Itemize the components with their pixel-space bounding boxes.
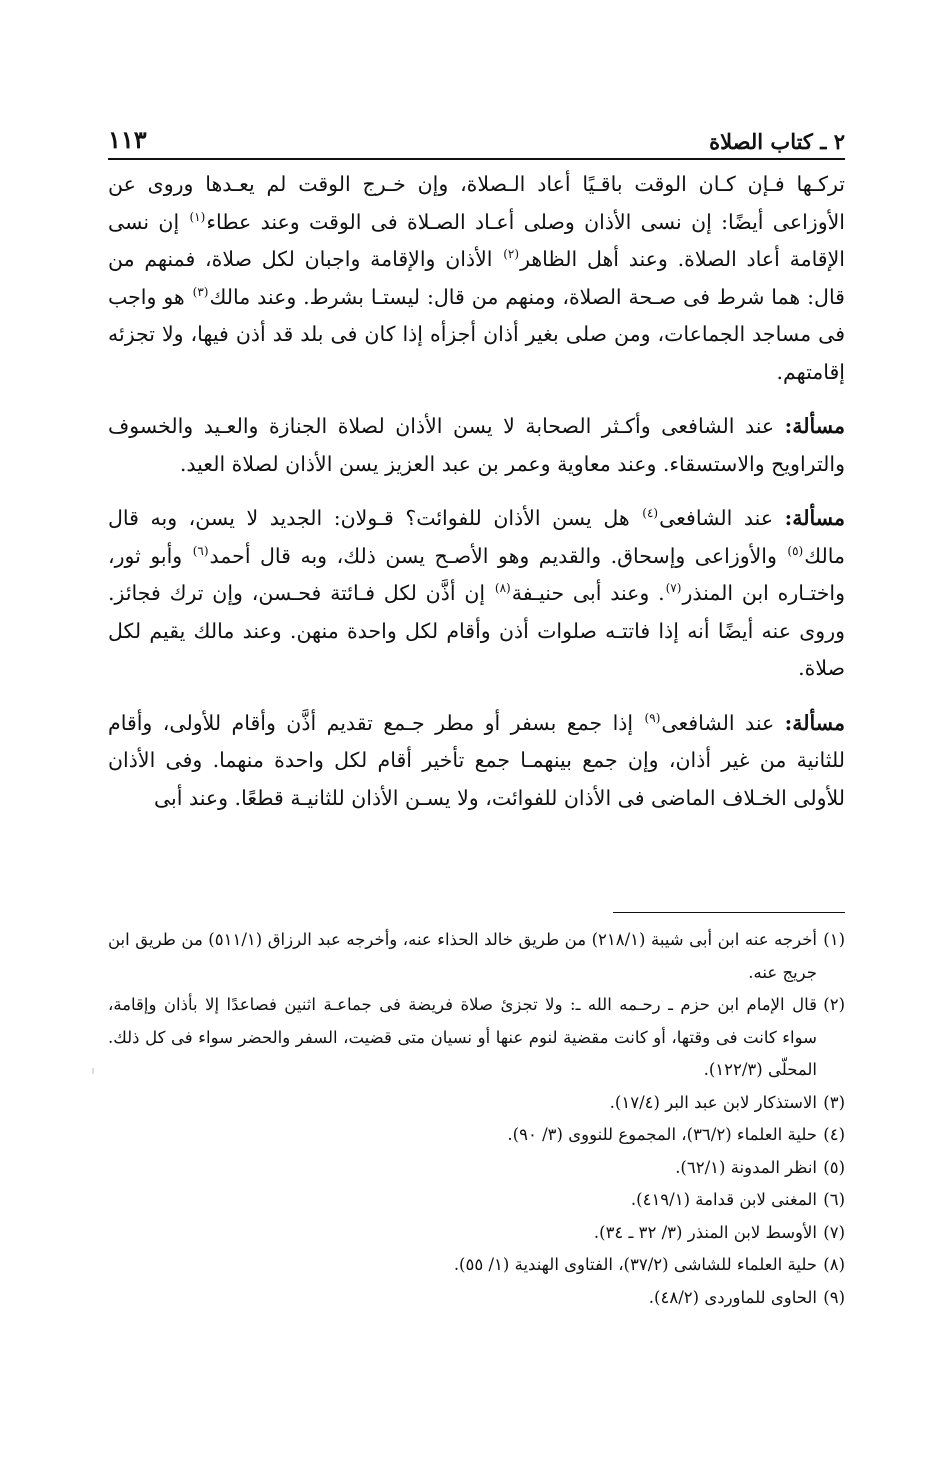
text-run: تركـها فـإن كـان الوقت باقـيًا أعاد الـصلاة، وإن خـرج الوقت لم يعـدها وروى عن الأوزاعى أيضًا: إن نسى الأذان وصلى أعـاد الصـلاة فى الوقت وعند عطاء <box>108 172 845 234</box>
text-run: إن نسى الإقامة أعاد الصلاة. وعند أهل الظاهر <box>108 209 845 271</box>
footnote-item <box>108 1249 845 1282</box>
footnote-number: (٩) <box>823 1287 845 1307</box>
text-run: عند الشافعى وأكـثر الصحابة لا يسن الأذان لصلاة الجنازة والعـيد والخسوف والتراويح والاستسقاء. وعند معاوية وعمر بن عبد العزيز يسن الأذان لصلاة العيد. <box>108 414 845 476</box>
issue-label: مسألة: <box>784 506 845 530</box>
footnote-number: (٢) <box>823 995 845 1014</box>
footnote-text: انظر المدونة (٦٢/١). <box>675 1157 817 1177</box>
paragraph-3 <box>108 500 845 688</box>
text-run: وأبو ثور، واختـاره ابن المنذر <box>108 543 846 605</box>
page-header <box>108 112 845 154</box>
footnote-number: (٨) <box>823 1255 845 1274</box>
paragraph-1 <box>108 166 845 391</box>
footnote-ref: (٢) <box>503 247 520 262</box>
footnote-item <box>108 1152 845 1185</box>
footnote-number: (٣) <box>823 1092 845 1112</box>
footnote-ref: (٦) <box>192 543 209 558</box>
footnote-number: (٦) <box>823 1190 845 1209</box>
footnote-text: قال الإمام ابن حزم ـ رحـمه الله ـ: ولا تجزئ صلاة فريضة فى جماعـة اثنين فصاعدًا إلا بأذان وإقامة، سواء كانت فى وقتها، أو كانت مقضية لنوم عنها أو نسيان متى قضيت، السفر والحضر سواء فى كل ذلك. المحلّى (١٢٢/٣). <box>108 995 817 1079</box>
issue-label: مسألة: <box>784 414 845 438</box>
footnote-ref: (١) <box>189 209 206 224</box>
footnote-text: الأوسط لابن المنذر (٣/ ٣٢ ـ ٣٤). <box>593 1222 817 1242</box>
footnote-number: (٤) <box>823 1125 845 1144</box>
footnote-number: (١) <box>823 930 845 949</box>
page-number: ١١٣ <box>108 125 147 154</box>
running-title: ٢ ـ كتاب الصلاة <box>709 129 845 154</box>
main-text <box>108 166 845 834</box>
text-run: والأوزاعى وإسحاق. والقديم وهو الأصـح يسن ذلك، وبه قال أحمد <box>209 543 787 568</box>
scan-speck <box>92 1068 94 1074</box>
text-run: الأذان والإقامة واجبان لكل صلاة، فمنهم من قال: هما شرط فى صـحة الصلاة، ومنهم من قال: ليستـا بشرط. وعند مالك <box>108 247 845 309</box>
text-run: إذا جمع بسفر أو مطر جـمع تقديم أذَّن وأقام للأولى، وأقام للثانية من غير أذان، وإن جمع بينهمـا جمع تأخير أقام لكل واحدة منهما. وفى الأذان للأولى الخـلاف الماضى فى الأذان للفوائت، ولا يسـن الأذان للثانيـة قطعًا. وعند أبى <box>108 710 845 810</box>
footnote-item <box>108 1217 845 1250</box>
footnote-item <box>108 1119 845 1152</box>
footnote-number: (٥) <box>823 1157 845 1177</box>
footnote-text: حلية العلماء (٣٦/٢)، المجموع للنووى (٣/ ٩٠). <box>507 1125 817 1144</box>
footnote-text: الاستذكار لابن عبد البر (١٧/٤). <box>609 1092 817 1112</box>
text-run: إن أذَّن لكل فـائتة فحـسن، وإن ترك فجائز. وروى عنه أيضًا أنه إذا فاتتـه صلوات أذن وأقام لكل واحدة منهن. وعند مالك يقيم لكل صلاة. <box>108 581 845 680</box>
footnote-ref: (٧) <box>665 581 682 596</box>
footnote-text: أخرجه عنه ابن أبى شيبة (٢١٨/١) من طريق خالد الحذاء عنه، وأخرجه عبد الرزاق (٥١١/١) من طريق ابن جريج عنه. <box>108 930 818 982</box>
text-run: هو واجب فى مساجد الجماعات، ومن صلى بغير أذان أجزأه إذا كان فى بلد قد أذن فيها، ولا تجزئه إقامتهم. <box>108 284 845 384</box>
paragraph-2 <box>108 408 845 483</box>
footnote-separator <box>613 912 845 913</box>
text-run: . وعند أبى حنيـفة <box>511 581 665 605</box>
paragraph-4 <box>108 705 845 818</box>
issue-label: مسألة: <box>784 710 845 735</box>
footnote-item <box>108 1282 845 1315</box>
footnote-text: الحاوى للماوردى (٤٨/٢). <box>648 1287 817 1307</box>
footnote-item <box>108 1184 845 1217</box>
text-run: عند الشافعى <box>659 506 785 530</box>
footnote-item <box>108 989 845 1087</box>
footnote-ref: (٣) <box>192 284 209 299</box>
footnote-number: (٧) <box>823 1222 845 1242</box>
footnote-item <box>108 1087 845 1120</box>
footnote-ref: (٩) <box>644 710 661 725</box>
footnote-ref: (٨) <box>494 581 511 596</box>
footnote-ref: (٥) <box>787 543 804 558</box>
footnote-text: المغنى لابن قدامة (٤١٩/١). <box>630 1190 817 1209</box>
footnotes <box>108 924 845 1314</box>
text-run: هل يسن الأذان للفوائت؟ قـولان: الجديد لا يسن، وبه قال مالك <box>108 506 845 568</box>
header-rule <box>108 158 845 160</box>
text-run: عند الشافعى <box>661 710 785 735</box>
footnote-text: حلية العلماء للشاشى (٣٧/٢)، الفتاوى الهندية (١/ ٥٥). <box>453 1255 817 1274</box>
footnote-ref: (٤) <box>642 506 659 521</box>
footnote-item <box>108 924 845 989</box>
